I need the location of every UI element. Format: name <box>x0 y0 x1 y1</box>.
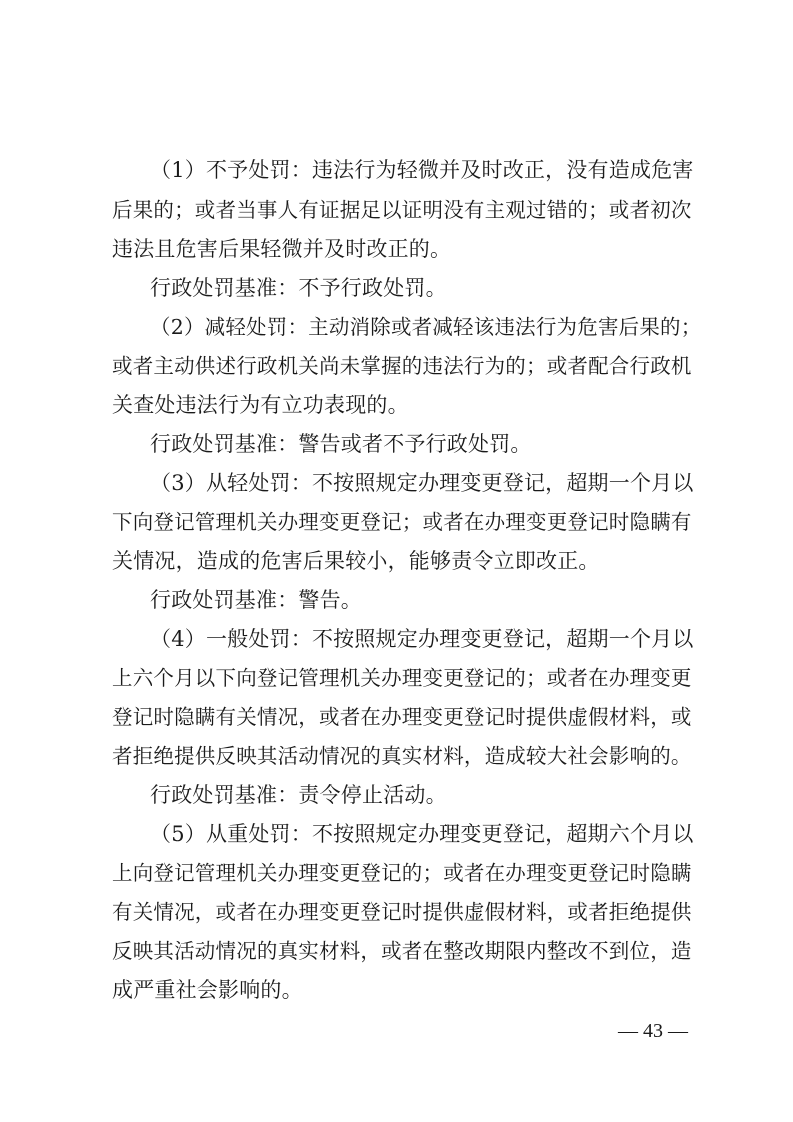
paragraph-5-line-1: （3）从轻处罚：不按照规定办理变更登记，超期一个月以 <box>150 471 694 495</box>
paragraph-1-line-2: 后果的；或者当事人有证据足以证明没有主观过错的；或者初次 <box>112 198 692 222</box>
paragraph-1-line-3: 违法且危害后果轻微并及时改正的。 <box>112 237 452 261</box>
paragraph-6-line-1: 行政处罚基准：警告。 <box>150 588 362 612</box>
page-number: — 43 — <box>618 1020 688 1042</box>
paragraph-9-line-3: 有关情况，或者在办理变更登记时提供虚假材料，或者拒绝提供 <box>112 900 692 924</box>
paragraph-5-line-2: 下向登记管理机关办理变更登记；或者在办理变更登记时隐瞒有 <box>112 510 692 534</box>
paragraph-3-line-1: （2）减轻处罚：主动消除或者减轻该违法行为危害后果的； <box>150 315 702 339</box>
paragraph-3-line-2: 或者主动供述行政机关尚未掌握的违法行为的；或者配合行政机 <box>112 354 692 378</box>
paragraph-5-line-3: 关情况，造成的危害后果较小，能够责令立即改正。 <box>112 549 600 573</box>
paragraph-3-line-3: 关查处违法行为有立功表现的。 <box>112 393 409 417</box>
paragraph-4-line-1: 行政处罚基准：警告或者不予行政处罚。 <box>150 432 532 456</box>
paragraph-9-line-5: 成严重社会影响的。 <box>112 978 303 1002</box>
paragraph-9-line-2: 上向登记管理机关办理变更登记的；或者在办理变更登记时隐瞒 <box>112 861 692 885</box>
paragraph-8-line-1: 行政处罚基准：责令停止活动。 <box>150 783 447 807</box>
paragraph-2-line-1: 行政处罚基准：不予行政处罚。 <box>150 276 447 300</box>
paragraph-9-line-1: （5）从重处罚：不按照规定办理变更登记，超期六个月以 <box>150 822 694 846</box>
paragraph-7-line-1: （4）一般处罚：不按照规定办理变更登记，超期一个月以 <box>150 627 694 651</box>
paragraph-1-line-1: （1）不予处罚：违法行为轻微并及时改正，没有造成危害 <box>150 158 694 182</box>
paragraph-7-line-3: 登记时隐瞒有关情况，或者在办理变更登记时提供虚假材料，或 <box>112 705 692 729</box>
paragraph-7-line-2: 上六个月以下向登记管理机关办理变更登记的；或者在办理变更 <box>112 666 692 690</box>
paragraph-7-line-4: 者拒绝提供反映其活动情况的真实材料，造成较大社会影响的。 <box>112 744 692 768</box>
paragraph-9-line-4: 反映其活动情况的真实材料，或者在整改期限内整改不到位，造 <box>112 939 692 963</box>
